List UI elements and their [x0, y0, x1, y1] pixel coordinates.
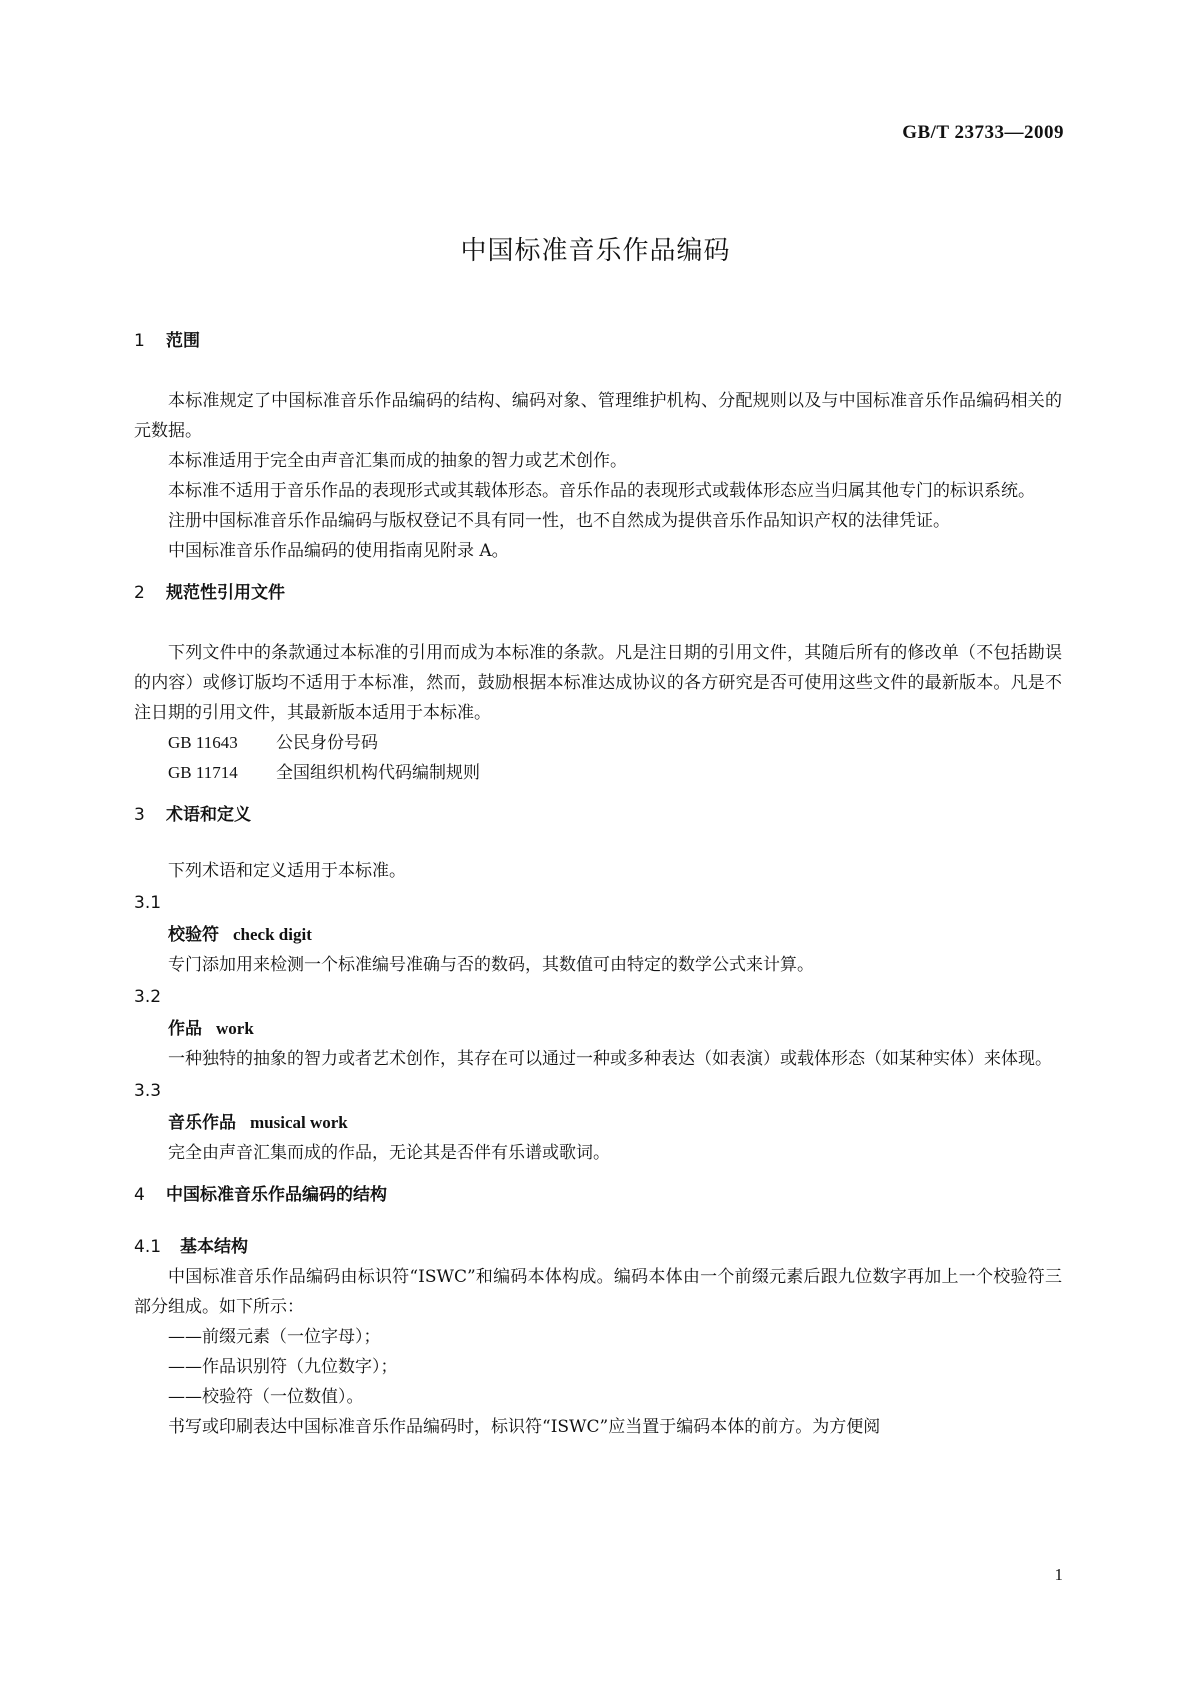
reference-item [134, 758, 1062, 788]
subsection-4-1-heading [134, 1232, 1062, 1262]
scope-paragraph: 中国标准音乐作品编码的使用指南见附录 A。 [168, 541, 509, 561]
term-number: 3.1 [134, 893, 162, 913]
section-number: 1 [134, 331, 145, 351]
terms-intro: 下列术语和定义适用于本标准。 [168, 861, 406, 881]
document-body [134, 326, 1062, 1442]
section-1-heading [134, 326, 1062, 356]
scope-paragraph: 本标准适用于完全由声音汇集而成的抽象的智力或艺术创作。 [168, 451, 627, 471]
subsection-number: 4.1 [134, 1237, 162, 1257]
scope-paragraph: 注册中国标准音乐作品编码与版权登记不具有同一性，也不自然成为提供音乐作品知识产权的法律凭证。 [168, 511, 950, 531]
term-cn: 校验符 [168, 925, 219, 945]
section-number: 3 [134, 805, 145, 825]
reference-code: GB 11643 [168, 733, 238, 752]
structure-list-item: ——前缀元素（一位字母）； [168, 1327, 381, 1347]
scope-paragraph: 本标准不适用于音乐作品的表现形式或其载体形态。音乐作品的表现形式或载体形态应当归属其他专门的标识系统。 [168, 481, 1035, 501]
term-en: musical work [250, 1113, 348, 1132]
reference-item [134, 728, 1062, 758]
structure-list-item: ——校验符（一位数值）。 [168, 1387, 364, 1407]
reference-code: GB 11714 [168, 763, 238, 782]
term-definition: 一种独特的抽象的智力或者艺术创作，其存在可以通过一种或多种表达（如表演）或载体形态（如某种实体）来体现。 [168, 1049, 1052, 1069]
term-en: work [216, 1019, 254, 1038]
term-entry [134, 1108, 1062, 1138]
term-entry [134, 920, 1062, 950]
term-en: check digit [233, 925, 312, 944]
subsection-title: 基本结构 [180, 1237, 248, 1257]
reference-title: 公民身份号码 [276, 733, 378, 753]
term-number: 3.3 [134, 1081, 162, 1101]
term-entry [134, 1014, 1062, 1044]
section-number: 2 [134, 583, 145, 603]
term-definition: 完全由声音汇集而成的作品，无论其是否伴有乐谱或歌词。 [168, 1143, 610, 1163]
scope-paragraph: 本标准规定了中国标准音乐作品编码的结构、编码对象、管理维护机构、分配规则以及与中国标准音乐作品编码相关的元数据。 [134, 391, 1062, 441]
section-number: 4 [134, 1185, 145, 1205]
structure-paragraph-continued: 书写或印刷表达中国标准音乐作品编码时，标识符“ISWC”应当置于编码本体的前方。为方便阅 [168, 1417, 881, 1437]
structure-list-item: ——作品识别符（九位数字）； [168, 1357, 398, 1377]
section-title: 中国标准音乐作品编码的结构 [166, 1185, 387, 1205]
term-cn: 音乐作品 [168, 1113, 236, 1133]
doc-code: GB/T 23733—2009 [902, 122, 1064, 143]
section-3-heading [134, 800, 1062, 830]
term-definition: 专门添加用来检测一个标准编号准确与否的数码，其数值可由特定的数学公式来计算。 [168, 955, 814, 975]
document-title: 中国标准音乐作品编码 [460, 236, 731, 266]
section-4-heading [134, 1180, 1062, 1210]
section-title: 范围 [166, 331, 200, 351]
reference-title: 全国组织机构代码编制规则 [276, 763, 480, 783]
term-cn: 作品 [168, 1019, 202, 1039]
section-2-heading [134, 578, 1062, 608]
section-title: 术语和定义 [166, 805, 251, 825]
section-title: 规范性引用文件 [166, 583, 285, 603]
references-paragraph: 下列文件中的条款通过本标准的引用而成为本标准的条款。凡是注日期的引用文件，其随后所有的修改单（不包括勘误的内容）或修订版均不适用于本标准，然而，鼓励根据本标准达成协议的各方研究是否可使用这些文件的最新版本。凡是不注日期的引用文件，其最新版本适用于本标准。 [134, 643, 1062, 723]
page-number: 1 [1054, 1565, 1063, 1584]
term-number: 3.2 [134, 987, 162, 1007]
structure-paragraph: 中国标准音乐作品编码由标识符“ISWC”和编码本体构成。编码本体由一个前缀元素后跟九位数字再加上一个校验符三部分组成。如下所示： [134, 1267, 1062, 1317]
